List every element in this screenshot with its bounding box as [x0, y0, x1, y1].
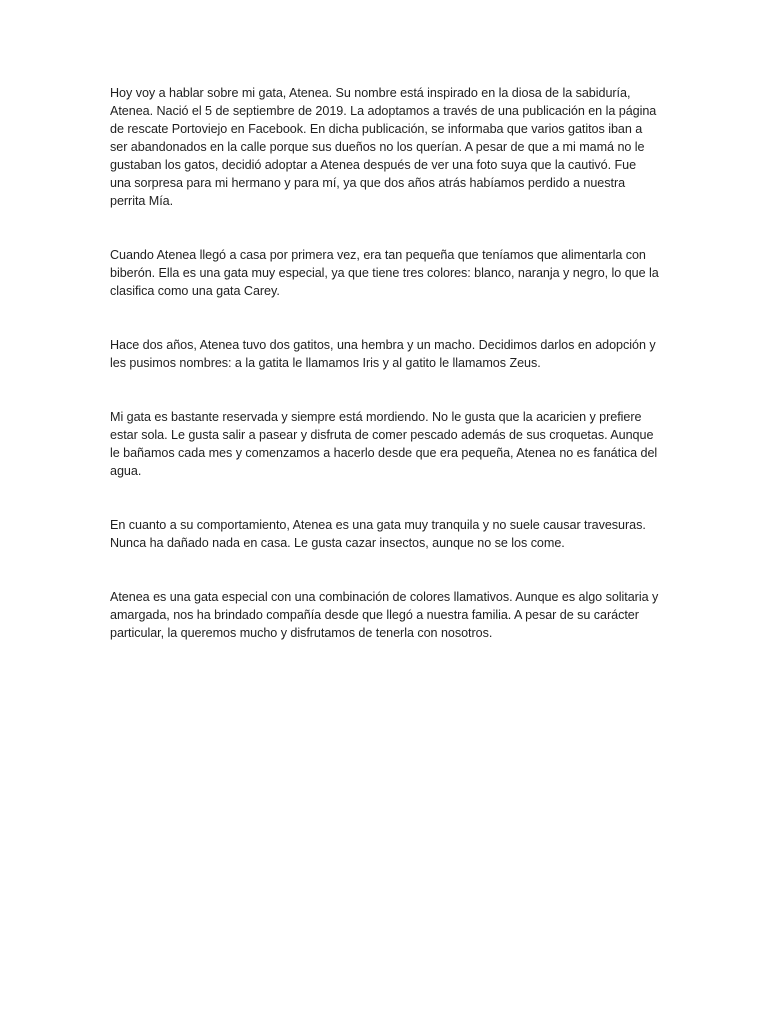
paragraph-1: Hoy voy a hablar sobre mi gata, Atenea. Su nombre está inspirado en la diosa de la sabiduría, Atenea. Nació el 5 de septiembre de 2019. La adoptamos a través de una publicación en la página de rescate Portoviejo en Facebook. En dicha publicación, se informaba que varios gatitos iban a ser abandonados en la calle porque sus dueños no los querían. A pesar de que a mi mamá no le gustaban los gatos, decidió adoptar a Atenea después de ver una foto suya que la cautivó. Fue una sorpresa para mi hermano y para mí, ya que dos años atrás habíamos perdido a nuestra perrita Mía. [110, 86, 657, 208]
paragraph-3: Hace dos años, Atenea tuvo dos gatitos, una hembra y un macho. Decidimos darlos en adopción y les pusimos nombres: a la gatita le llamamos Iris y al gatito le llamamos Zeus. [110, 338, 656, 370]
paragraph-4: Mi gata es bastante reservada y siempre está mordiendo. No le gusta que la acaricien y prefiere estar sola. Le gusta salir a pasear y disfruta de comer pescado además de sus croquetas. Aunque le bañamos cada mes y comenzamos a hacerlo desde que era pequeña, Atenea no es fanática del agua. [110, 410, 658, 478]
paragraph-5: En cuanto a su comportamiento, Atenea es una gata muy tranquila y no suele causar travesuras. Nunca ha dañado nada en casa. Le gusta cazar insectos, aunque no se los come. [110, 518, 646, 550]
document-body [110, 84, 660, 678]
paragraph-6: Atenea es una gata especial con una combinación de colores llamativos. Aunque es algo solitaria y amargada, nos ha brindado compañía desde que llegó a nuestra familia. A pesar de su carácter particular, la queremos mucho y disfrutamos de tenerla con nosotros. [110, 590, 659, 640]
paragraph-2: Cuando Atenea llegó a casa por primera vez, era tan pequeña que teníamos que alimentarla con biberón. Ella es una gata muy especial, ya que tiene tres colores: blanco, naranja y negro, lo que la clasifica como una gata Carey. [110, 248, 659, 298]
